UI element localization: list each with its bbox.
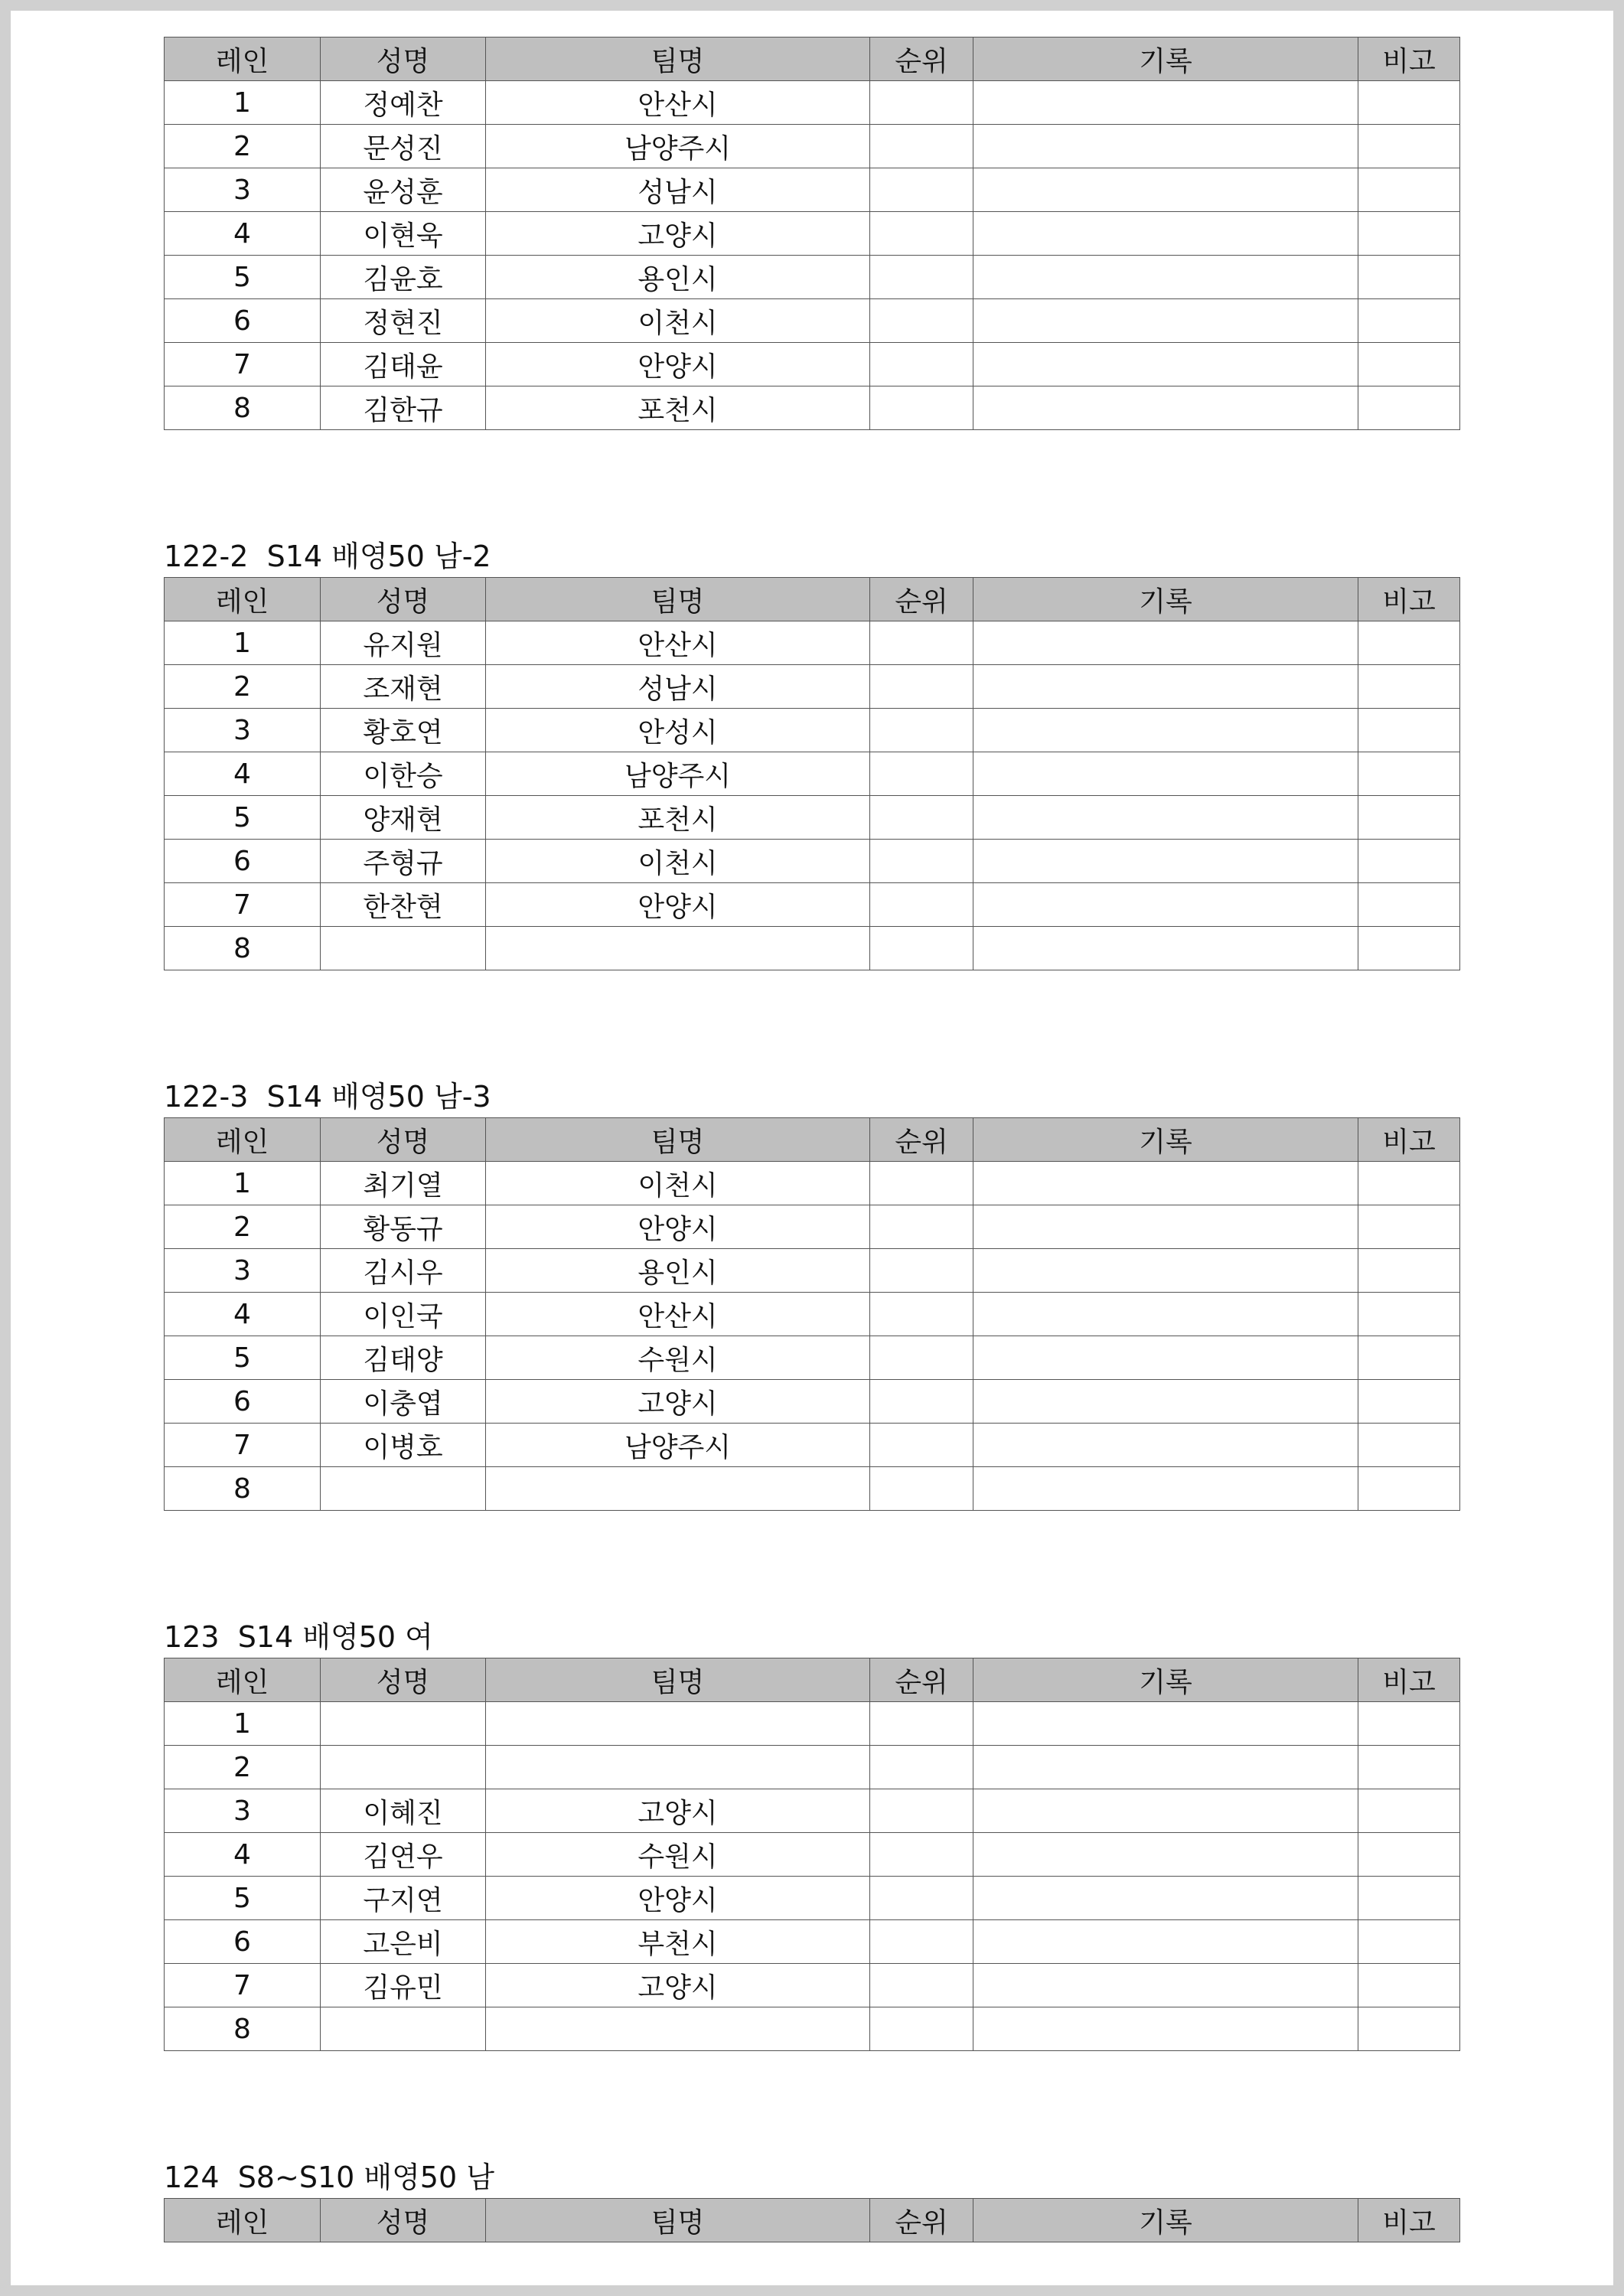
- table-row: [165, 927, 1460, 970]
- heat-title: 124 S8~S10 배영50 남: [164, 2161, 494, 2194]
- heat-title: 122-2 S14 배영50 남-2: [164, 540, 491, 573]
- note-header: 비고: [1358, 578, 1460, 621]
- team-cell: 수원시: [486, 1833, 870, 1877]
- heat-block: [164, 1080, 1465, 1511]
- rank-cell: [870, 1964, 973, 2007]
- lane-cell: 7: [165, 883, 321, 927]
- rank-cell: [870, 1380, 973, 1424]
- team-cell: 부천시: [486, 1920, 870, 1964]
- note-cell: [1358, 1964, 1460, 2007]
- table-row: [165, 168, 1460, 212]
- rank-cell: [870, 1162, 973, 1205]
- name-cell: 황동규: [321, 1205, 486, 1249]
- note-cell: [1358, 212, 1460, 256]
- record-cell: [973, 927, 1358, 970]
- name-cell: 양재현: [321, 796, 486, 840]
- note-cell: [1358, 752, 1460, 796]
- rank-cell: [870, 883, 973, 927]
- name-cell: [321, 927, 486, 970]
- record-header: 기록: [973, 38, 1358, 81]
- lane-cell: 1: [165, 1162, 321, 1205]
- name-cell: 이병호: [321, 1424, 486, 1467]
- name-cell: [321, 1702, 486, 1746]
- team-cell: 안양시: [486, 1205, 870, 1249]
- lane-cell: 3: [165, 1789, 321, 1833]
- lane-cell: 4: [165, 1833, 321, 1877]
- team-cell: 용인시: [486, 256, 870, 299]
- entries-table: [164, 37, 1460, 430]
- name-cell: 이인국: [321, 1293, 486, 1336]
- name-cell: 김연우: [321, 1833, 486, 1877]
- name-cell: 주형규: [321, 840, 486, 883]
- lane-cell: 5: [165, 256, 321, 299]
- rank-cell: [870, 1467, 973, 1511]
- note-cell: [1358, 2007, 1460, 2051]
- note-cell: [1358, 665, 1460, 709]
- team-cell: 이천시: [486, 840, 870, 883]
- name-cell: 김윤호: [321, 256, 486, 299]
- note-cell: [1358, 709, 1460, 752]
- name-header: 성명: [321, 38, 486, 81]
- team-cell: 남양주시: [486, 752, 870, 796]
- team-header: 팀명: [486, 1118, 870, 1162]
- record-cell: [973, 1467, 1358, 1511]
- team-cell: 고양시: [486, 1789, 870, 1833]
- table-row: [165, 1380, 1460, 1424]
- record-cell: [973, 1293, 1358, 1336]
- table-row: [165, 1920, 1460, 1964]
- entries-table: [164, 2198, 1460, 2242]
- note-cell: [1358, 386, 1460, 430]
- note-cell: [1358, 1293, 1460, 1336]
- rank-cell: [870, 1789, 973, 1833]
- note-cell: [1358, 1424, 1460, 1467]
- table-row: [165, 1964, 1460, 2007]
- team-cell: 이천시: [486, 1162, 870, 1205]
- table-row: [165, 81, 1460, 125]
- rank-cell: [870, 709, 973, 752]
- team-cell: 안산시: [486, 1293, 870, 1336]
- record-cell: [973, 621, 1358, 665]
- team-cell: 포천시: [486, 386, 870, 430]
- team-cell: 남양주시: [486, 125, 870, 168]
- record-cell: [973, 1877, 1358, 1920]
- team-cell: 고양시: [486, 212, 870, 256]
- name-cell: 최기열: [321, 1162, 486, 1205]
- name-cell: 김유민: [321, 1964, 486, 2007]
- table-row: [165, 1293, 1460, 1336]
- rank-cell: [870, 1293, 973, 1336]
- note-cell: [1358, 343, 1460, 386]
- note-cell: [1358, 796, 1460, 840]
- record-cell: [973, 1380, 1358, 1424]
- heat-block: [164, 540, 1465, 970]
- note-cell: [1358, 1789, 1460, 1833]
- header-row: [165, 2199, 1460, 2242]
- note-cell: [1358, 1702, 1460, 1746]
- rank-cell: [870, 1920, 973, 1964]
- name-cell: 한찬현: [321, 883, 486, 927]
- lane-cell: 1: [165, 1702, 321, 1746]
- header-row: [165, 1118, 1460, 1162]
- lane-cell: 3: [165, 709, 321, 752]
- table-row: [165, 1833, 1460, 1877]
- note-cell: [1358, 81, 1460, 125]
- lane-cell: 7: [165, 1964, 321, 2007]
- name-cell: 문성진: [321, 125, 486, 168]
- record-cell: [973, 1920, 1358, 1964]
- record-cell: [973, 1424, 1358, 1467]
- team-cell: 안산시: [486, 81, 870, 125]
- team-cell: [486, 927, 870, 970]
- record-cell: [973, 343, 1358, 386]
- lane-cell: 1: [165, 621, 321, 665]
- team-header: 팀명: [486, 1658, 870, 1702]
- name-cell: 이충엽: [321, 1380, 486, 1424]
- table-row: [165, 1424, 1460, 1467]
- record-cell: [973, 81, 1358, 125]
- note-cell: [1358, 299, 1460, 343]
- document-page: [11, 11, 1613, 2285]
- record-cell: [973, 1249, 1358, 1293]
- record-header: 기록: [973, 1658, 1358, 1702]
- table-row: [165, 1702, 1460, 1746]
- lane-cell: 3: [165, 1249, 321, 1293]
- record-cell: [973, 1162, 1358, 1205]
- note-cell: [1358, 256, 1460, 299]
- record-cell: [973, 709, 1358, 752]
- record-header: 기록: [973, 2199, 1358, 2242]
- note-cell: [1358, 168, 1460, 212]
- record-cell: [973, 1789, 1358, 1833]
- record-cell: [973, 2007, 1358, 2051]
- rank-cell: [870, 299, 973, 343]
- note-cell: [1358, 1162, 1460, 1205]
- rank-header: 순위: [870, 38, 973, 81]
- record-cell: [973, 883, 1358, 927]
- lane-header: 레인: [165, 578, 321, 621]
- lane-cell: 5: [165, 796, 321, 840]
- record-cell: [973, 796, 1358, 840]
- heat-block: [164, 37, 1465, 430]
- header-row: [165, 1658, 1460, 1702]
- rank-cell: [870, 256, 973, 299]
- record-cell: [973, 1336, 1358, 1380]
- note-header: 비고: [1358, 38, 1460, 81]
- rank-cell: [870, 1702, 973, 1746]
- team-header: 팀명: [486, 578, 870, 621]
- rank-cell: [870, 343, 973, 386]
- lane-cell: 8: [165, 1467, 321, 1511]
- name-header: 성명: [321, 1658, 486, 1702]
- rank-cell: [870, 81, 973, 125]
- table-row: [165, 299, 1460, 343]
- lane-cell: 7: [165, 1424, 321, 1467]
- team-header: 팀명: [486, 38, 870, 81]
- name-cell: 유지원: [321, 621, 486, 665]
- team-cell: 안양시: [486, 883, 870, 927]
- rank-header: 순위: [870, 578, 973, 621]
- lane-cell: 7: [165, 343, 321, 386]
- note-cell: [1358, 1249, 1460, 1293]
- team-cell: 고양시: [486, 1380, 870, 1424]
- note-cell: [1358, 1336, 1460, 1380]
- lane-cell: 2: [165, 1205, 321, 1249]
- note-cell: [1358, 1467, 1460, 1511]
- table-row: [165, 256, 1460, 299]
- table-row: [165, 796, 1460, 840]
- name-cell: 이현욱: [321, 212, 486, 256]
- table-row: [165, 1205, 1460, 1249]
- team-cell: [486, 2007, 870, 2051]
- lane-header: 레인: [165, 1658, 321, 1702]
- table-row: [165, 343, 1460, 386]
- note-header: 비고: [1358, 1658, 1460, 1702]
- heat-title: 122-3 S14 배영50 남-3: [164, 1080, 491, 1114]
- note-cell: [1358, 840, 1460, 883]
- entries-table: [164, 1117, 1460, 1511]
- lane-cell: 8: [165, 386, 321, 430]
- team-cell: [486, 1746, 870, 1789]
- note-cell: [1358, 883, 1460, 927]
- note-cell: [1358, 1877, 1460, 1920]
- lane-cell: 2: [165, 125, 321, 168]
- header-row: [165, 578, 1460, 621]
- record-cell: [973, 212, 1358, 256]
- name-cell: 황호연: [321, 709, 486, 752]
- table-row: [165, 386, 1460, 430]
- team-cell: 안양시: [486, 1877, 870, 1920]
- lane-cell: 8: [165, 927, 321, 970]
- table-row: [165, 2007, 1460, 2051]
- lane-cell: 8: [165, 2007, 321, 2051]
- note-cell: [1358, 1380, 1460, 1424]
- table-row: [165, 1467, 1460, 1511]
- table-row: [165, 1249, 1460, 1293]
- rank-header: 순위: [870, 1118, 973, 1162]
- rank-cell: [870, 752, 973, 796]
- name-header: 성명: [321, 2199, 486, 2242]
- note-cell: [1358, 125, 1460, 168]
- rank-cell: [870, 1249, 973, 1293]
- record-cell: [973, 665, 1358, 709]
- rank-cell: [870, 2007, 973, 2051]
- note-cell: [1358, 1920, 1460, 1964]
- table-row: [165, 1877, 1460, 1920]
- table-row: [165, 883, 1460, 927]
- table-row: [165, 125, 1460, 168]
- table-row: [165, 1789, 1460, 1833]
- team-cell: 안산시: [486, 621, 870, 665]
- note-cell: [1358, 927, 1460, 970]
- name-cell: 정현진: [321, 299, 486, 343]
- lane-header: 레인: [165, 2199, 321, 2242]
- rank-cell: [870, 1833, 973, 1877]
- record-cell: [973, 752, 1358, 796]
- rank-cell: [870, 212, 973, 256]
- name-cell: [321, 1467, 486, 1511]
- rank-cell: [870, 927, 973, 970]
- rank-cell: [870, 621, 973, 665]
- note-cell: [1358, 621, 1460, 665]
- record-cell: [973, 840, 1358, 883]
- record-cell: [973, 386, 1358, 430]
- lane-cell: 1: [165, 81, 321, 125]
- heat-title: 123 S14 배영50 여: [164, 1620, 433, 1654]
- lane-cell: 5: [165, 1877, 321, 1920]
- lane-header: 레인: [165, 1118, 321, 1162]
- name-cell: 김시우: [321, 1249, 486, 1293]
- record-cell: [973, 1964, 1358, 2007]
- team-cell: 포천시: [486, 796, 870, 840]
- table-row: [165, 1162, 1460, 1205]
- rank-cell: [870, 665, 973, 709]
- record-cell: [973, 1746, 1358, 1789]
- team-cell: [486, 1467, 870, 1511]
- rank-cell: [870, 168, 973, 212]
- name-cell: 김태양: [321, 1336, 486, 1380]
- team-header: 팀명: [486, 2199, 870, 2242]
- table-row: [165, 665, 1460, 709]
- entries-table: [164, 1658, 1460, 2051]
- lane-cell: 2: [165, 665, 321, 709]
- record-cell: [973, 256, 1358, 299]
- name-cell: 이한승: [321, 752, 486, 796]
- note-cell: [1358, 1205, 1460, 1249]
- name-cell: 고은비: [321, 1920, 486, 1964]
- name-cell: 구지연: [321, 1877, 486, 1920]
- record-cell: [973, 1205, 1358, 1249]
- name-header: 성명: [321, 578, 486, 621]
- note-cell: [1358, 1746, 1460, 1789]
- table-row: [165, 752, 1460, 796]
- heat-block: [164, 2161, 1465, 2242]
- lane-cell: 5: [165, 1336, 321, 1380]
- lane-header: 레인: [165, 38, 321, 81]
- table-row: [165, 1746, 1460, 1789]
- record-header: 기록: [973, 1118, 1358, 1162]
- team-cell: 고양시: [486, 1964, 870, 2007]
- record-cell: [973, 1833, 1358, 1877]
- lane-cell: 6: [165, 840, 321, 883]
- team-cell: 성남시: [486, 168, 870, 212]
- rank-cell: [870, 1336, 973, 1380]
- table-row: [165, 621, 1460, 665]
- name-cell: 김한규: [321, 386, 486, 430]
- rank-cell: [870, 1205, 973, 1249]
- team-cell: [486, 1702, 870, 1746]
- record-cell: [973, 299, 1358, 343]
- record-cell: [973, 125, 1358, 168]
- table-row: [165, 709, 1460, 752]
- team-cell: 남양주시: [486, 1424, 870, 1467]
- note-header: 비고: [1358, 1118, 1460, 1162]
- lane-cell: 4: [165, 212, 321, 256]
- rank-cell: [870, 1746, 973, 1789]
- rank-cell: [870, 386, 973, 430]
- note-cell: [1358, 1833, 1460, 1877]
- team-cell: 이천시: [486, 299, 870, 343]
- rank-cell: [870, 796, 973, 840]
- rank-header: 순위: [870, 2199, 973, 2242]
- header-row: [165, 38, 1460, 81]
- name-cell: 정예찬: [321, 81, 486, 125]
- lane-cell: 4: [165, 752, 321, 796]
- record-cell: [973, 168, 1358, 212]
- rank-cell: [870, 1424, 973, 1467]
- table-row: [165, 212, 1460, 256]
- name-cell: 이혜진: [321, 1789, 486, 1833]
- lane-cell: 6: [165, 299, 321, 343]
- name-cell: 윤성훈: [321, 168, 486, 212]
- name-cell: [321, 1746, 486, 1789]
- rank-cell: [870, 125, 973, 168]
- rank-cell: [870, 1877, 973, 1920]
- team-cell: 성남시: [486, 665, 870, 709]
- table-row: [165, 840, 1460, 883]
- record-cell: [973, 1702, 1358, 1746]
- team-cell: 안양시: [486, 343, 870, 386]
- lane-cell: 2: [165, 1746, 321, 1789]
- note-header: 비고: [1358, 2199, 1460, 2242]
- team-cell: 용인시: [486, 1249, 870, 1293]
- lane-cell: 6: [165, 1380, 321, 1424]
- name-cell: 조재현: [321, 665, 486, 709]
- name-cell: 김태윤: [321, 343, 486, 386]
- lane-cell: 4: [165, 1293, 321, 1336]
- record-header: 기록: [973, 578, 1358, 621]
- lane-cell: 3: [165, 168, 321, 212]
- name-cell: [321, 2007, 486, 2051]
- name-header: 성명: [321, 1118, 486, 1162]
- team-cell: 안성시: [486, 709, 870, 752]
- entries-table: [164, 577, 1460, 970]
- rank-cell: [870, 840, 973, 883]
- table-row: [165, 1336, 1460, 1380]
- lane-cell: 6: [165, 1920, 321, 1964]
- team-cell: 수원시: [486, 1336, 870, 1380]
- heat-block: [164, 1620, 1465, 2051]
- rank-header: 순위: [870, 1658, 973, 1702]
